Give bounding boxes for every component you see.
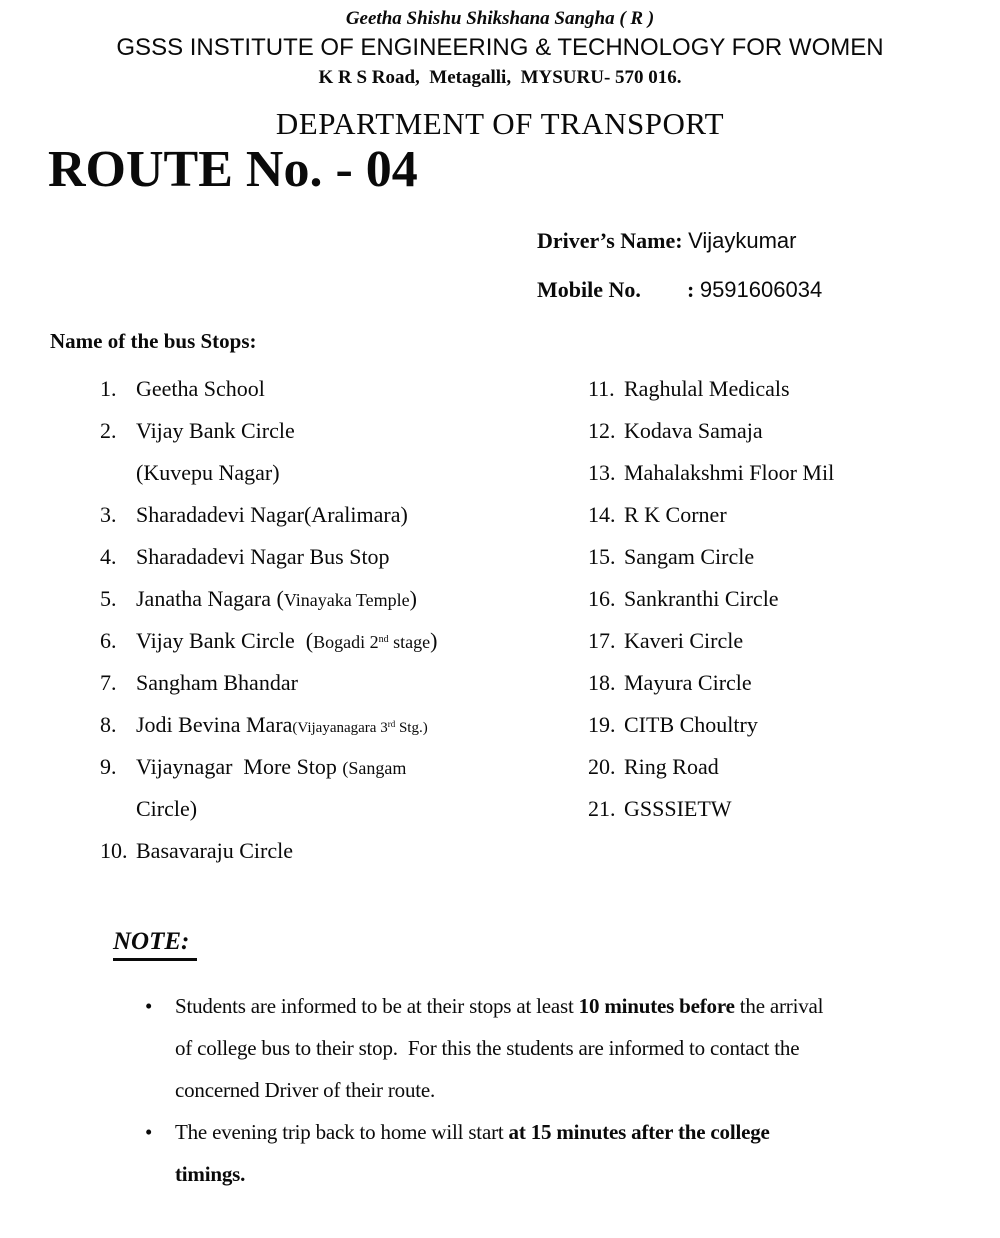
text-segment: of college bus to their stop. For this the students are informed to contact the bbox=[175, 1036, 800, 1060]
bus-stop-line bbox=[100, 536, 437, 578]
bus-stop-line bbox=[588, 704, 834, 746]
bus-stop-item bbox=[588, 704, 834, 746]
driver-mobile-label: Mobile No. bbox=[537, 277, 641, 302]
text-segment: Sangam Circle bbox=[624, 544, 755, 569]
bus-stop-item bbox=[588, 620, 834, 662]
bus-stop-line bbox=[100, 788, 437, 830]
bus-stop-item bbox=[100, 704, 437, 746]
bus-stop-item bbox=[100, 662, 437, 704]
bus-stop-item bbox=[588, 410, 834, 452]
bus-stop-number: 19. bbox=[588, 712, 616, 737]
bus-stop-line bbox=[588, 788, 834, 830]
driver-mobile-value: 9591606034 bbox=[699, 277, 823, 302]
bus-stop-line bbox=[588, 746, 834, 788]
text-segment: Basavaraju Circle bbox=[136, 838, 293, 863]
bus-stop-number: 2. bbox=[100, 418, 117, 443]
bus-stop-line bbox=[100, 494, 437, 536]
text-segment: nd bbox=[378, 634, 389, 645]
text-segment: (Kuvepu Nagar) bbox=[136, 460, 280, 485]
bus-stops-heading: Name of the bus Stops: bbox=[50, 329, 257, 353]
text-segment: Vijay Bank Circle ( bbox=[136, 628, 314, 653]
bus-stop-number: 8. bbox=[100, 712, 117, 737]
text-segment: Kodava Samaja bbox=[624, 418, 763, 443]
bus-stop-item bbox=[100, 536, 437, 578]
text-segment: Stg.) bbox=[395, 720, 428, 736]
text-segment: Geetha School bbox=[136, 376, 265, 401]
note-bullet-text bbox=[175, 985, 823, 1111]
bus-stop-number: 3. bbox=[100, 502, 117, 527]
text-segment: at 15 minutes after the college bbox=[508, 1120, 770, 1144]
text-segment: rd bbox=[387, 719, 396, 729]
bus-stop-number: 9. bbox=[100, 754, 117, 779]
bus-stop-number: 1. bbox=[100, 376, 117, 401]
text-segment: ) bbox=[409, 586, 417, 611]
text-segment: 10 minutes before bbox=[578, 994, 735, 1018]
bus-stops-column-right bbox=[588, 368, 834, 830]
text-segment: GSSSIETW bbox=[624, 796, 732, 821]
text-segment: Vijaynagar More Stop bbox=[136, 754, 343, 779]
bus-stops-column-left bbox=[100, 368, 437, 872]
text-segment: Ring Road bbox=[624, 754, 719, 779]
bus-stop-item bbox=[100, 368, 437, 410]
text-segment: stage bbox=[388, 632, 431, 652]
note-bullet-list bbox=[113, 985, 823, 1195]
bus-stop-item bbox=[100, 746, 437, 830]
text-segment: Jodi Bevina Mara bbox=[136, 712, 293, 737]
bus-stop-line bbox=[100, 368, 437, 410]
bus-stop-item bbox=[588, 452, 834, 494]
bus-stop-item bbox=[588, 536, 834, 578]
bus-stop-item bbox=[100, 494, 437, 536]
text-segment: ) bbox=[430, 628, 438, 653]
text-segment: Janatha Nagara ( bbox=[136, 586, 284, 611]
note-line bbox=[175, 1111, 770, 1153]
text-segment: Raghulal Medicals bbox=[624, 376, 790, 401]
note-line bbox=[175, 1153, 770, 1195]
bus-stop-line bbox=[588, 536, 834, 578]
bus-stop-line bbox=[588, 410, 834, 452]
note-bullet bbox=[113, 985, 823, 1111]
bus-stop-line bbox=[100, 578, 437, 620]
text-segment: R K Corner bbox=[624, 502, 727, 527]
bus-stop-line bbox=[100, 662, 437, 704]
bus-stop-number: 15. bbox=[588, 544, 616, 569]
bus-stop-line bbox=[100, 704, 437, 746]
text-segment: Bogadi 2 bbox=[313, 632, 379, 652]
bus-stop-number: 17. bbox=[588, 628, 616, 653]
driver-mobile-colon: : bbox=[687, 277, 695, 302]
document-header bbox=[0, 8, 1000, 142]
institute-name: GSSS INSTITUTE OF ENGINEERING & TECHNOLOGY FOR WOMEN bbox=[116, 34, 884, 61]
text-segment: Sharadadevi Nagar(Aralimara) bbox=[136, 502, 408, 527]
department-title: DEPARTMENT OF TRANSPORT bbox=[275, 106, 725, 141]
driver-mobile-row bbox=[537, 277, 822, 303]
text-segment: Sankranthi Circle bbox=[624, 586, 779, 611]
text-segment: (Vijayanagara 3 bbox=[292, 720, 388, 736]
bus-stop-number: 16. bbox=[588, 586, 616, 611]
bus-stop-item bbox=[588, 746, 834, 788]
text-segment: Students are informed to be at their stops at least bbox=[175, 994, 579, 1018]
bus-stop-item bbox=[100, 620, 437, 662]
bus-stop-number: 20. bbox=[588, 754, 616, 779]
bus-stop-line bbox=[588, 494, 834, 536]
note-line bbox=[175, 1069, 823, 1111]
note-line bbox=[175, 985, 823, 1027]
bus-stop-number: 14. bbox=[588, 502, 616, 527]
bus-stop-line bbox=[588, 368, 834, 410]
bus-stop-item bbox=[588, 662, 834, 704]
text-segment: concerned Driver of their route. bbox=[175, 1078, 436, 1102]
note-section bbox=[113, 928, 823, 1195]
bus-stop-number: 4. bbox=[100, 544, 117, 569]
bus-stop-line bbox=[100, 830, 437, 872]
note-bullet-text bbox=[175, 1111, 770, 1195]
text-segment: Sangham Bhandar bbox=[136, 670, 298, 695]
route-number-title: ROUTE No. - 04 bbox=[48, 141, 418, 198]
bus-stop-line bbox=[100, 410, 437, 452]
bullet-icon: • bbox=[145, 994, 153, 1018]
bus-stop-line bbox=[100, 746, 437, 788]
bus-stop-line bbox=[588, 452, 834, 494]
text-segment: timings. bbox=[175, 1162, 246, 1186]
bus-stop-item bbox=[588, 368, 834, 410]
society-name: Geetha Shishu Shikshana Sangha ( R ) bbox=[345, 8, 655, 29]
bus-stop-line bbox=[588, 662, 834, 704]
driver-name-label: Driver’s Name: bbox=[537, 228, 683, 253]
text-segment: Mahalakshmi Floor Mil bbox=[624, 460, 835, 485]
text-segment: Vinayaka Temple bbox=[283, 590, 410, 610]
bus-stop-line bbox=[588, 620, 834, 662]
bus-stop-item bbox=[100, 830, 437, 872]
bus-stop-item bbox=[588, 494, 834, 536]
driver-name-value: Vijaykumar bbox=[688, 228, 797, 253]
bus-stop-number: 6. bbox=[100, 628, 117, 653]
bus-stop-line bbox=[100, 452, 437, 494]
bus-stop-item bbox=[100, 410, 437, 494]
bus-stop-number: 21. bbox=[588, 796, 616, 821]
bus-stop-number: 18. bbox=[588, 670, 616, 695]
bus-stop-number: 12. bbox=[588, 418, 616, 443]
text-segment: the arrival bbox=[734, 994, 824, 1018]
bus-stop-line bbox=[100, 620, 437, 662]
bus-stop-number: 7. bbox=[100, 670, 117, 695]
institute-address: K R S Road, Metagalli, MYSURU- 570 016. bbox=[318, 67, 682, 88]
text-segment: Kaveri Circle bbox=[624, 628, 744, 653]
bus-stop-item bbox=[588, 788, 834, 830]
bus-stop-line bbox=[588, 578, 834, 620]
text-segment: (Sangam bbox=[342, 758, 407, 778]
bus-stop-number: 13. bbox=[588, 460, 616, 485]
text-segment: CITB Choultry bbox=[624, 712, 758, 737]
note-bullet bbox=[113, 1111, 823, 1195]
text-segment: The evening trip back to home will start bbox=[175, 1120, 509, 1144]
bullet-icon: • bbox=[145, 1120, 153, 1144]
text-segment: Sharadadevi Nagar Bus Stop bbox=[136, 544, 390, 569]
driver-name-row bbox=[537, 228, 822, 254]
bus-stop-number: 5. bbox=[100, 586, 117, 611]
text-segment: Circle) bbox=[136, 796, 198, 821]
note-line bbox=[175, 1027, 823, 1069]
driver-info-block bbox=[537, 228, 822, 303]
bus-stop-item bbox=[100, 578, 437, 620]
bus-stop-item bbox=[588, 578, 834, 620]
note-heading: NOTE: bbox=[113, 928, 197, 961]
text-segment: Vijay Bank Circle bbox=[136, 418, 295, 443]
bus-stop-number: 11. bbox=[588, 376, 615, 401]
text-segment: Mayura Circle bbox=[624, 670, 752, 695]
bus-stop-number: 10. bbox=[100, 838, 128, 863]
